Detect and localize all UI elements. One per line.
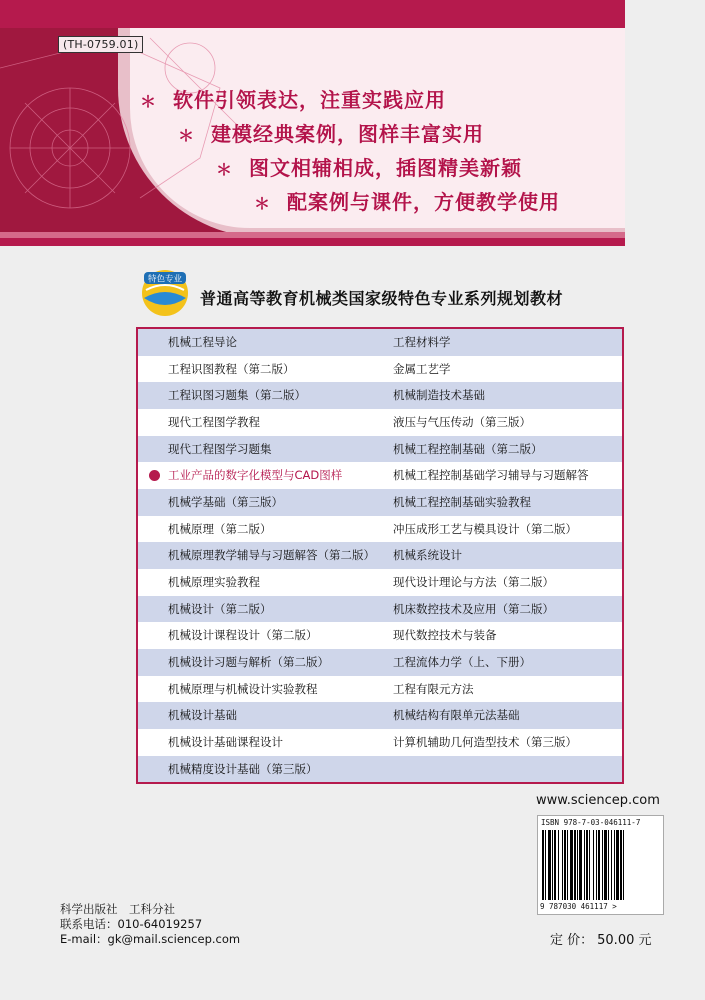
book-title-right: 现代设计理论与方法（第二版）: [393, 574, 554, 589]
book-title-right: 机械制造技术基础: [393, 388, 485, 403]
slogan-text: 建模经典案例，图样丰富实用: [211, 122, 485, 146]
barcode-bars: [542, 830, 658, 900]
barcode-bar: [577, 830, 578, 900]
star-icon: ＊: [254, 194, 272, 213]
series-title: 普通高等教育机械类国家级特色专业系列规划教材: [200, 289, 564, 308]
book-title-right: 机械工程控制基础学习辅导与习题解答: [393, 468, 589, 483]
book-title-right: 机械系统设计: [393, 548, 462, 563]
barcode-bar: [611, 830, 612, 900]
barcode-bar: [545, 830, 546, 900]
star-icon: ＊: [140, 92, 158, 111]
publisher-info: [60, 902, 240, 947]
book-title-left: 机械设计课程设计（第二版）: [168, 628, 318, 643]
table-row: [138, 489, 622, 516]
table-row: [138, 329, 622, 356]
barcode-bar: [620, 830, 622, 900]
barcode-bar: [552, 830, 553, 900]
barcode-bar: [593, 830, 594, 900]
table-row: [138, 462, 622, 489]
barcode-bar: [623, 830, 624, 900]
slogan-text: 图文相辅相成，插图精美新颖: [249, 156, 523, 180]
book-title-left: 机械设计习题与解析（第二版）: [168, 654, 329, 669]
book-title-left: 机械原理（第二版）: [168, 521, 272, 536]
barcode-bar: [586, 830, 588, 900]
book-title-right: 机械工程控制基础实验教程: [393, 494, 531, 509]
catalog-code: (TH-0759.01): [58, 36, 143, 53]
table-row: [138, 569, 622, 596]
highlight-bullet-icon: [149, 470, 160, 481]
website-url: www.sciencep.com: [536, 793, 660, 808]
book-title-left: 机械学基础（第三版）: [168, 494, 283, 509]
header-top-strip: [0, 0, 625, 28]
table-row: [138, 356, 622, 383]
book-title-right: 现代数控技术与装备: [393, 628, 497, 643]
book-title-right: 计算机辅助几何造型技术（第三版）: [393, 734, 577, 749]
table-row: [138, 756, 622, 783]
slogan-4: [254, 186, 560, 215]
book-title-right: 液压与气压传动（第三版）: [393, 414, 531, 429]
price-value: 50.00 元: [597, 933, 652, 948]
book-title-left: 机械原理教学辅导与习题解答（第二版）: [168, 548, 375, 563]
barcode-bar: [542, 830, 544, 900]
book-title-right: 工程材料学: [393, 335, 451, 349]
barcode-bar: [602, 830, 603, 900]
book-title-left: 现代工程图学习题集: [168, 441, 272, 456]
barcode-bar: [596, 830, 597, 900]
barcode-bar: [570, 830, 573, 900]
book-title-left: 机械原理实验教程: [168, 574, 260, 589]
barcode-bar: [548, 830, 551, 900]
slogan-text: 配案例与课件，方便教学使用: [287, 190, 561, 214]
book-title-right: 机床数控技术及应用（第二版）: [393, 601, 554, 616]
series-logo-icon: [140, 268, 190, 318]
book-title-right: 冲压成形工艺与模具设计（第二版）: [393, 521, 577, 536]
publisher-line: 科学出版社 工科分社: [60, 902, 175, 916]
barcode-number: 9 787030 461117 >: [540, 902, 617, 911]
slogan-1: [140, 84, 446, 113]
header-bottom-strip: [0, 238, 625, 246]
barcode-bar: [574, 830, 576, 900]
table-row: [138, 516, 622, 543]
table-row: [138, 409, 622, 436]
book-title-left: 机械精度设计基础（第三版）: [168, 761, 318, 776]
barcode-bar: [579, 830, 582, 900]
book-title-left: 机械工程导论: [168, 335, 237, 349]
barcode-bar: [562, 830, 563, 900]
book-title-right: 工程流体力学（上、下册）: [393, 654, 531, 669]
isbn-text: ISBN 978-7-03-046111-7: [541, 818, 641, 827]
publisher-line: E-mail：gk@mail.sciencep.com: [60, 932, 241, 946]
book-title-left: 机械设计基础课程设计: [168, 734, 283, 749]
table-row: [138, 622, 622, 649]
table-row: [138, 649, 622, 676]
book-title-left: 工程识图教程（第二版）: [168, 361, 295, 376]
table-row: [138, 382, 622, 409]
book-title-right: 金属工艺学: [393, 361, 451, 376]
barcode-bar: [567, 830, 568, 900]
barcode-bar: [608, 830, 609, 900]
barcode-bar: [614, 830, 615, 900]
book-list-table: [136, 327, 624, 784]
barcode-bar: [598, 830, 600, 900]
barcode-bar: [616, 830, 619, 900]
table-row: [138, 702, 622, 729]
table-row: [138, 729, 622, 756]
book-title-left: 机械原理与机械设计实验教程: [168, 681, 318, 696]
slogan-2: [178, 118, 484, 147]
table-row: [138, 436, 622, 463]
book-title-left: 机械设计（第二版）: [168, 601, 272, 616]
star-icon: ＊: [216, 160, 234, 179]
book-title-right: 工程有限元方法: [393, 681, 474, 696]
book-title-left: 机械设计基础: [168, 708, 237, 723]
barcode-bar: [604, 830, 607, 900]
price: [550, 929, 652, 948]
star-icon: ＊: [178, 126, 196, 145]
badge-label: 特色专业: [147, 274, 183, 285]
table-row: [138, 676, 622, 703]
isbn-barcode: [537, 815, 664, 915]
barcode-bar: [589, 830, 590, 900]
barcode-bar: [564, 830, 566, 900]
book-title-right: 机械工程控制基础（第二版）: [393, 441, 543, 456]
barcode-bar: [558, 830, 559, 900]
book-title-left: 工业产品的数字化模型与CAD图样: [168, 468, 343, 483]
barcode-bar: [584, 830, 585, 900]
table-row: [138, 596, 622, 623]
table-row: [138, 542, 622, 569]
publisher-line: 联系电话：010-64019257: [60, 917, 203, 931]
book-title-left: 现代工程图学教程: [168, 414, 260, 429]
slogan-3: [216, 152, 522, 181]
slogan-text: 软件引领表达，注重实践应用: [173, 88, 447, 112]
book-title-right: 机械结构有限单元法基础: [393, 708, 520, 723]
book-title-left: 工程识图习题集（第二版）: [168, 388, 306, 403]
price-label: 定 价：: [550, 933, 594, 948]
barcode-bar: [554, 830, 556, 900]
